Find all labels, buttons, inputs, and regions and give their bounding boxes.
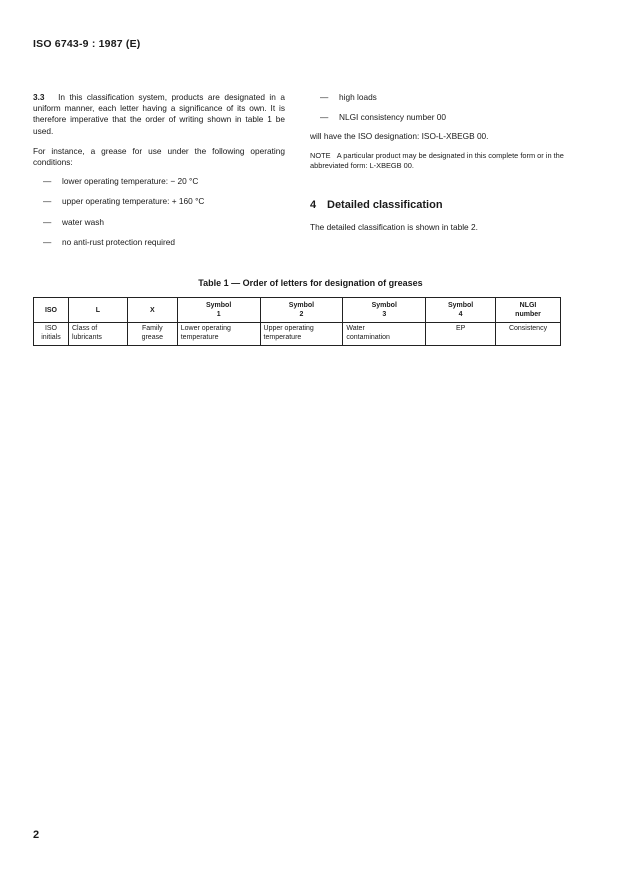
list-item-text: no anti-rust protection required	[62, 236, 175, 247]
list-item-text: NLGI consistency number 00	[339, 112, 446, 123]
header-line-1: Symbol	[371, 302, 397, 309]
cell-line-1: ISO	[44, 325, 57, 332]
cell-line-2: lubricants	[71, 334, 102, 341]
list-item	[33, 176, 285, 187]
table-header-cell	[260, 298, 343, 323]
table-cell	[260, 323, 343, 346]
table-cell	[343, 323, 426, 346]
section-4-heading	[310, 200, 572, 211]
section-4-number: 4	[310, 198, 317, 211]
table-cell	[177, 323, 260, 346]
header-line-2: 3	[382, 311, 387, 318]
table-header-cell	[34, 298, 69, 323]
cell-line-1: Family	[141, 325, 163, 332]
right-column	[310, 92, 572, 233]
list-item-text: upper operating temperature: + 160 °C	[62, 196, 205, 207]
cell-line-2: contamination	[346, 334, 390, 341]
table-cell	[34, 323, 69, 346]
note-label: NOTE	[310, 150, 331, 160]
table-cell	[496, 323, 561, 346]
section-4-text: The detailed classification is shown in table 2.	[310, 221, 478, 232]
header-line-2: number	[515, 311, 541, 318]
example-paragraph: For instance, a grease for use under the following operating conditions:	[33, 145, 285, 168]
document-header: ISO 6743-9 : 1987 (E)	[33, 38, 141, 50]
designation-text: will have the ISO designation: ISO-L-XBEGB 00.	[310, 131, 489, 142]
section-number: 3.3	[33, 92, 45, 102]
list-item	[33, 237, 285, 248]
header-line-2: 4	[458, 311, 463, 318]
cell-line-1: Water	[346, 325, 365, 332]
cell-line-1: Upper operating	[263, 325, 314, 332]
dash-marker: —	[43, 176, 52, 187]
cell-line-2: grease	[141, 334, 163, 341]
cell-line-1: Lower operating	[180, 325, 231, 332]
header-line-1: Symbol	[447, 302, 474, 309]
list-item-text: lower operating temperature: − 20 °C	[62, 176, 199, 187]
dash-marker: —	[320, 92, 329, 102]
dash-marker: —	[43, 236, 52, 247]
cell-line-2: temperature	[263, 334, 302, 341]
left-column	[33, 92, 285, 248]
table-header-cell	[343, 298, 426, 323]
table-header-cell	[68, 298, 127, 323]
header-line-2: 1	[216, 311, 221, 318]
page-number: 2	[33, 829, 40, 841]
note-paragraph	[310, 151, 572, 171]
header-line-1: Symbol	[205, 302, 232, 309]
table-header-cell	[426, 298, 496, 323]
list-item	[310, 92, 572, 103]
list-item	[33, 196, 285, 207]
note-text: A particular product may be designated in this complete form or in the abbreviated form: L-XBEGB 00.	[310, 150, 564, 170]
dash-marker: —	[320, 112, 329, 123]
dash-marker: —	[43, 196, 52, 207]
table-cell	[127, 323, 177, 346]
dash-marker: —	[43, 216, 52, 227]
header-line-1: X	[149, 306, 155, 314]
section-4-title: Detailed classification	[327, 198, 443, 211]
designation-table	[33, 297, 561, 346]
table-caption: Table 1 — Order of letters for designation of greases	[198, 278, 423, 288]
section-3-3-paragraph	[33, 92, 285, 137]
cell-line-1: EP	[455, 325, 466, 332]
table-header-cell	[127, 298, 177, 323]
table-header-cell	[496, 298, 561, 323]
table-header-cell	[177, 298, 260, 323]
table-header-row	[34, 298, 561, 323]
table-cell	[426, 323, 496, 346]
cell-line-2: temperature	[180, 334, 219, 341]
list-item	[310, 112, 572, 123]
header-line-2: 2	[299, 311, 304, 318]
header-line-1: NLGI	[519, 302, 537, 309]
cell-line-2: initials	[41, 334, 61, 341]
cell-line-1: Consistency	[508, 325, 548, 332]
table-cell	[68, 323, 127, 346]
header-line-1: Symbol	[288, 302, 315, 309]
header-line-1: L	[95, 306, 101, 314]
list-item	[33, 217, 285, 228]
table-row	[34, 323, 561, 346]
cell-line-1: Class of	[71, 325, 98, 332]
list-item-text: water wash	[62, 216, 104, 227]
header-line-1: ISO	[44, 306, 57, 314]
list-item-text: high loads	[339, 92, 377, 102]
section-intro-text: In this classification system, products are designated in a uniform manner, each letter having a significance of its own. It is therefore imperative that the order of writing shown in table 1 be used.	[33, 92, 286, 136]
